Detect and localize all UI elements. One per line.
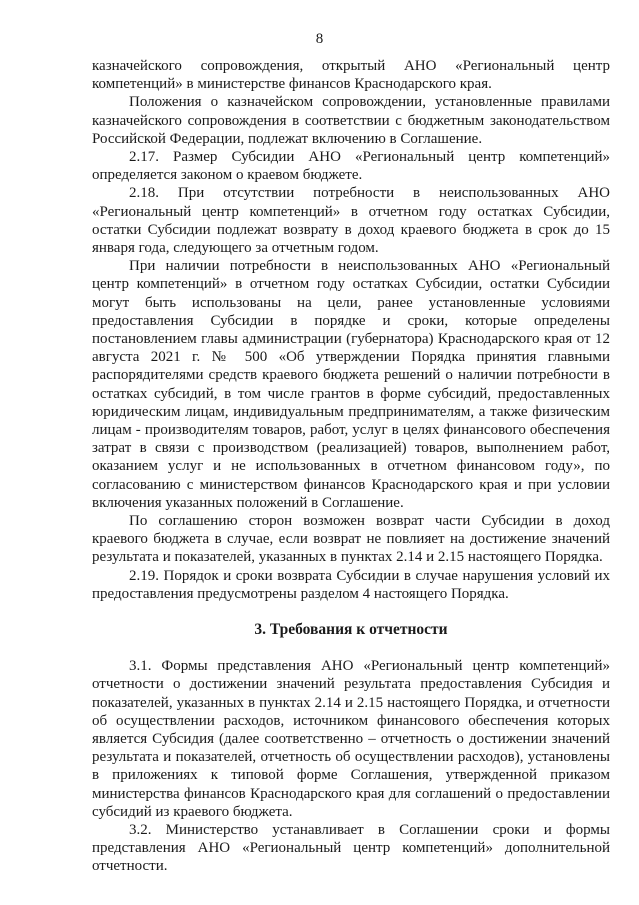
paragraph-2-19: 2.19. Порядок и сроки возврата Субсидии в случае нарушения условий их предоставления предусмотрены разделом 4 настоящего Порядка. xyxy=(92,567,610,602)
paragraph-remaining-subsidy-use: При наличии потребности в неиспользованных АНО «Региональный центр компетенций» в отчетном году остатках Субсидии, остатки Субсидии могут быть использованы на цели, ранее установленные условиями предоставления Субсидии в порядке и сроки, которые определены постановлением главы администрации (губернатора) Краснодарского края от 12 августа 2021 г. № 500 «Об утверждении Порядка принятия главными распорядителями средств краевого бюджета решений о наличии потребности в остатках субсидий, в том числе грантов в форме субсидий, предоставленных юридическим лицам, индивидуальным предпринимателям, а также физическим лицам - производителям товаров, работ, услуг в целях финансового обеспечения затрат в связи с производством (реализацией) товаров, выполнением работ, оказанием услуг и не использованных в отчетном финансовом году», по согласованию с министерством финансов Краснодарского края и при условии включения указанных положений в Соглашение. xyxy=(92,258,610,511)
paragraph-2-18: 2.18. При отсутствии потребности в неиспользованных АНО «Региональный центр компетенций» в отчетном году остатках Субсидии, остатки Субсидии подлежат возврату в доход краевого бюджета в срок до 15 января года, следующего за отчетным годом. xyxy=(92,185,610,257)
page-number: 8 xyxy=(315,31,324,47)
paragraph-treasury-account: казначейского сопровождения, открытый АНО «Региональный центр компетенций» в министерстве финансов Краснодарского края. xyxy=(92,58,610,93)
paragraph-3-2: 3.2. Министерство устанавливает в Соглашении сроки и формы представления АНО «Региональный центр компетенций» дополнительной отчетности. xyxy=(92,821,610,875)
section-heading-reporting: 3. Требования к отчетности xyxy=(254,621,448,639)
paragraph-treasury-provisions: Положения о казначейском сопровождении, установленные правилами казначейского сопровождения в соответствии с бюджетным законодательством Российской Федерации, подлежат включению в Соглашение. xyxy=(92,94,610,147)
paragraph-3-1: 3.1. Формы представления АНО «Региональный центр компетенций» отчетности о достижении значений результата предоставления Субсидия и показателей, указанных в пунктах 2.14 и 2.15 настоящего Порядка, и отчетности об осуществлении расходов, источником финансового обеспечения которых является Субсидия (далее соответственно – отчетность о достижении значений результата и показателей, отчетность об осуществлении расходов), установлены в приложениях к типовой форме Соглашения, утвержденной приказом министерства финансов Краснодарского края для соглашений о предоставлении субсидий из краевого бюджета. xyxy=(92,658,610,820)
document-body xyxy=(92,57,610,876)
paragraph-2-17: 2.17. Размер Субсидии АНО «Региональный центр компетенций» определяется законом о краевом бюджете. xyxy=(92,149,610,184)
paragraph-partial-return: По соглашению сторон возможен возврат части Субсидии в доход краевого бюджета в случае, если возврат не повлияет на достижение значений результата и показателей, указанных в пунктах 2.14 и 2.15 настоящего Порядка. xyxy=(92,513,610,566)
